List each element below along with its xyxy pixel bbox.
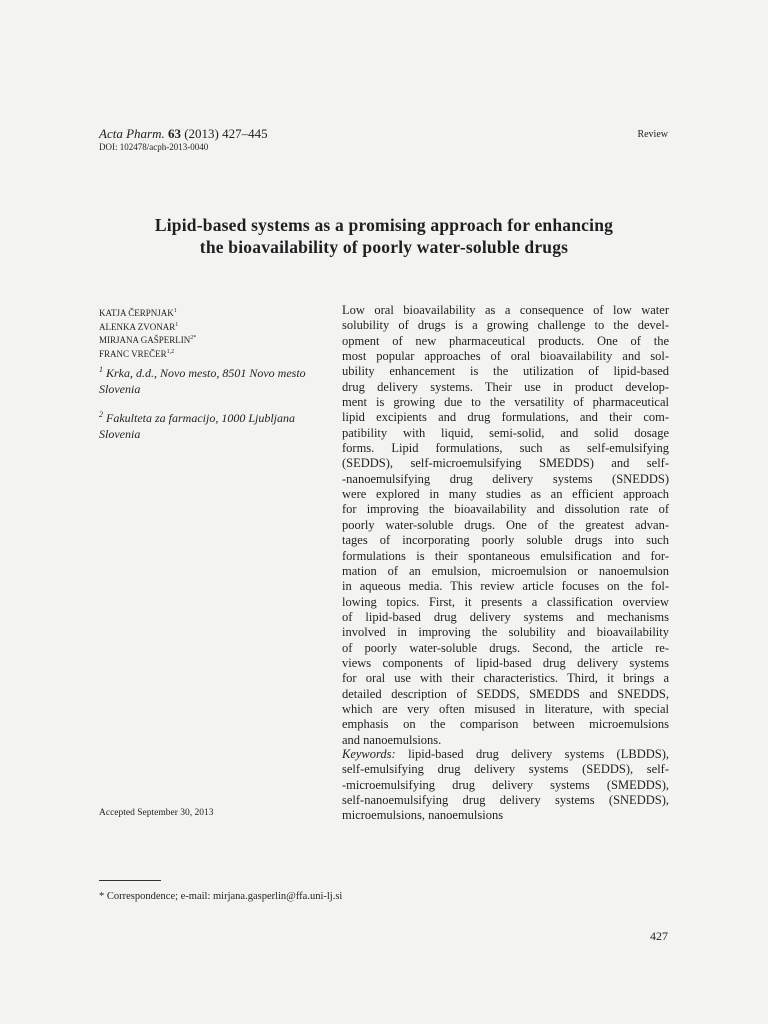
footnote-divider [99, 880, 161, 881]
title-line: Lipid-based systems as a promising approach for enhancing [154, 215, 614, 235]
keywords: Keywords: lipid-based drug delivery systems (LBDDS), self-emulsifying drug delivery systems (SEDDS), self- -microemulsifying drug delivery systems (SMEDDS), self-nanoemulsifying drug delivery systems (SNEDDS), microemulsions, nanoemulsions [342, 747, 669, 823]
abstract [342, 303, 669, 748]
abstract-line: poorly water-soluble drugs. One of the greatest advan- [342, 517, 669, 532]
journal-name: Acta Pharm. [99, 126, 165, 141]
abstract-line: detailed description of SEDDS, SMEDDS and SNEDDS, [342, 686, 669, 701]
abstract-line: were explored in many studies as an efficient approach [342, 487, 669, 502]
abstract-line: lipid excipients and drug formulations, and their com- [342, 410, 669, 425]
abstract-line: drug delivery systems. Their use in product develop- [342, 379, 669, 394]
abstract-line: which are very often misused in literature, with special [342, 701, 669, 716]
abstract-line: solubility of drugs is a growing challenge to the devel- [342, 318, 669, 333]
author-list [99, 306, 196, 360]
abstract-line: patibility with liquid, semi-solid, and solid dosage [342, 425, 669, 440]
abstract-line: ubility enhancement is the utilization of lipid-based [342, 364, 669, 379]
abstract-line: lowing topics. First, it presents a classification overview [342, 594, 669, 609]
journal-year-pages: (2013) 427–445 [184, 126, 268, 141]
author: MIRJANA $GAŠPERLIN^{2*}$ [99, 335, 197, 345]
author: ALENKA ZVONAR$^1$ [99, 321, 179, 332]
journal-citation [99, 126, 268, 142]
abstract-line: involved in improving the solubility and bioavailability [342, 625, 669, 640]
abstract-line: and nanoemulsions. [342, 732, 442, 747]
abstract-line: -nanoemulsifying drug delivery systems (SNEDDS) [342, 471, 669, 486]
keywords-label: Keywords: [342, 747, 396, 761]
abstract-line: most popular approaches of oral bioavailability and sol- [342, 349, 669, 364]
page-number: 427 [650, 929, 668, 943]
abstract-line: forms. Lipid formulations, such as self-emulsifying [342, 441, 669, 456]
author: FRANC VREČER$^{1,2}$ [99, 348, 175, 359]
journal-volume: 63 [167, 126, 181, 141]
abstract-line: views components of lipid-based drug delivery systems [342, 655, 669, 670]
article-type: Review [637, 129, 668, 140]
affiliation: $^2$ Fakulteta za farmacijo, 1000 Ljubljana Slovenia [99, 410, 295, 441]
abstract-line: (SEDDS), self-microemulsifying SMEDDS) and self- [342, 456, 669, 471]
abstract-line: for improving the bioavailability and dissolution rate of [342, 502, 669, 517]
abstract-line: Low oral bioavailability as a consequence of low water [342, 303, 669, 317]
affiliation: $^1$ Krka, d.d., Novo mesto, 8501 Novo mesto Slovenia [99, 365, 306, 396]
abstract-line: emphasis on the comparison between microemulsions [342, 717, 669, 732]
abstract-line: for oral use with their characteristics. Third, it brings a [342, 671, 669, 686]
abstract-line: ment is growing due to the versatility of pharmaceutical [342, 395, 669, 410]
author: KATJA ČERPNJAK$^1$ [99, 308, 177, 318]
abstract-line: of lipid-based drug delivery systems and mechanisms [342, 609, 669, 624]
title-line: the bioavailability of poorly water-soluble drugs [199, 237, 569, 257]
doi: DOI: 102478/acph-2013-0040 [99, 142, 209, 152]
abstract-line: opment of new pharmaceutical products. One of the [342, 333, 669, 348]
abstract-line: of poorly water-soluble drugs. Second, the article re- [342, 640, 669, 655]
abstract-line: mation of an emulsion, microemulsion or nanoemulsion [342, 563, 669, 578]
abstract-line: formulations is their spontaneous emulsification and for- [342, 548, 669, 563]
article-title [60, 214, 708, 258]
abstract-line: tages of incorporating poorly soluble drugs into such [342, 533, 669, 548]
correspondence-footnote: * Correspondence; e-mail: mirjana.gasperlin@ffa.uni-lj.si [99, 891, 343, 902]
abstract-line: in aqueous media. This review article focuses on the fol- [342, 579, 669, 594]
accepted-date: Accepted September 30, 2013 [99, 808, 214, 818]
